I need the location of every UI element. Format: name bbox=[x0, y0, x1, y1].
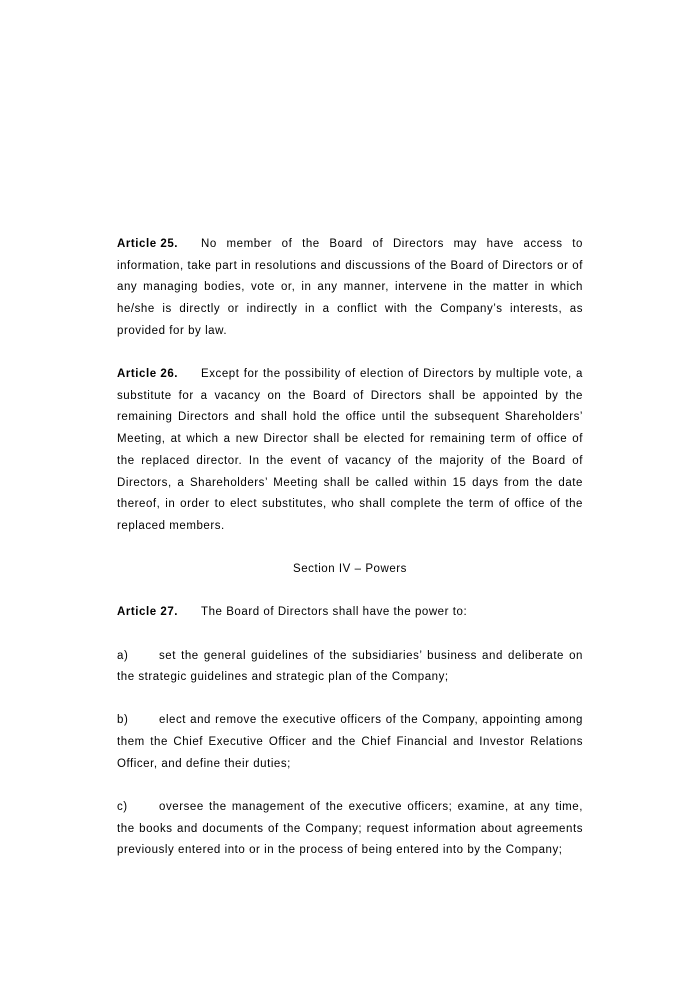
article-25-label: Article 25. bbox=[117, 238, 179, 250]
article-25-text: No member of the Board of Directors may have access to information, take part in resolutions and discussions of the Board of Directors or of any managing bodies, vote or, in any manner, intervene in the matter in which he/she is directly or indirectly in a conflict with the Company’s interests, as provided for by law. bbox=[117, 238, 583, 337]
list-item-b-text: elect and remove the executive officers of the Company, appointing among them the Chief Executive Officer and the Chief Financial and Investor Relations Officer, and define their duties; bbox=[117, 714, 583, 770]
article-25 bbox=[117, 234, 583, 343]
list-item-c-text: oversee the management of the executive officers; examine, at any time, the books and documents of the Company; request information about agreements previously entered into or in the process of being entered into by the Company; bbox=[117, 801, 583, 857]
list-item-a-text: set the general guidelines of the subsidiaries’ business and deliberate on the strategic guidelines and strategic plan of the Company; bbox=[117, 649, 583, 684]
document-page bbox=[117, 234, 583, 884]
list-item-b-marker: b) bbox=[117, 714, 129, 727]
list-item-a-marker: a) bbox=[117, 649, 129, 662]
list-item-b bbox=[117, 710, 583, 775]
section-heading: Section IV – Powers bbox=[292, 563, 407, 576]
article-26-text: Except for the possibility of election of Directors by multiple vote, a substitute for a vacancy on the Board of Directors shall be appointed by the remaining Directors and shall hold the office until the subsequent Shareholders’ Meeting, at which a new Director shall be elected for remaining term of office of the replaced director. In the event of vacancy of the majority of the Board of Directors, a Shareholders’ Meeting shall be called within 15 days from the date thereof, in order to elect substitutes, who shall complete the term of office of the replaced members. bbox=[117, 368, 583, 532]
list-item-c bbox=[117, 797, 583, 862]
article-27 bbox=[117, 602, 583, 624]
article-26-label: Article 26. bbox=[117, 368, 179, 381]
article-27-text: The Board of Directors shall have the power to: bbox=[201, 606, 468, 619]
article-27-label: Article 27. bbox=[117, 606, 179, 619]
list-item-c-marker: c) bbox=[117, 801, 128, 814]
article-26 bbox=[117, 364, 583, 538]
list-item-a bbox=[117, 646, 583, 689]
